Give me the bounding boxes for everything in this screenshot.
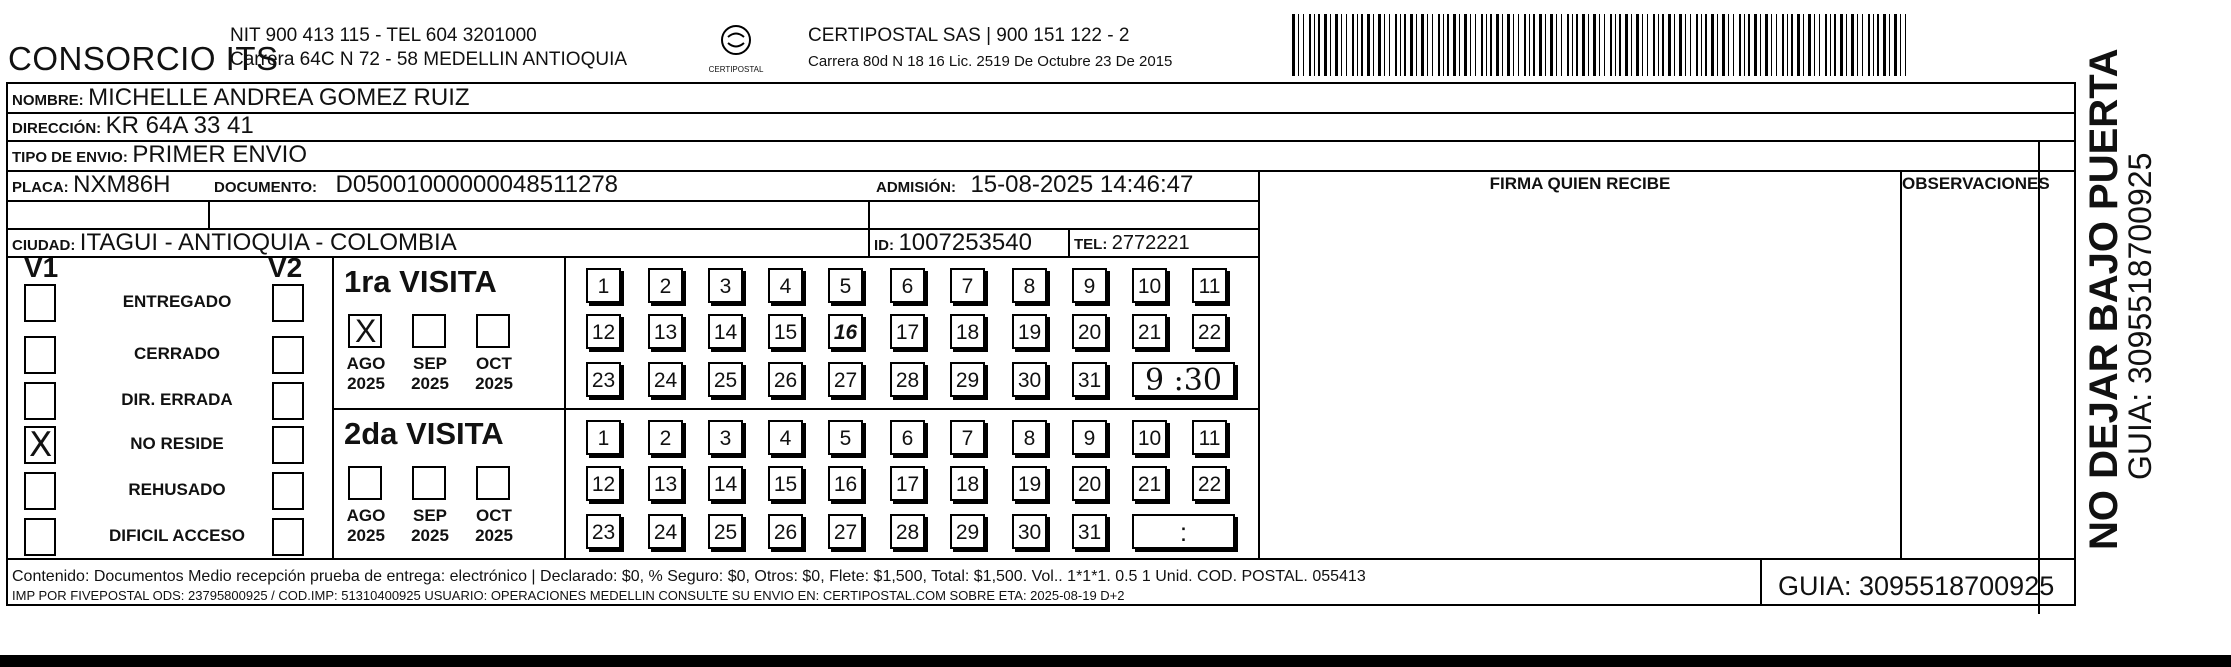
logo-caption: CERTIPOSTAL bbox=[708, 65, 764, 74]
month-label bbox=[402, 506, 458, 546]
barcode-bar bbox=[1701, 14, 1702, 76]
barcode-bar bbox=[1373, 14, 1374, 76]
month-name: OCT bbox=[476, 506, 512, 525]
barcode-bar bbox=[1599, 14, 1600, 76]
barcode-bar bbox=[1696, 14, 1698, 76]
barcode-bar bbox=[1668, 14, 1671, 76]
day-box[interactable]: 24 bbox=[648, 514, 683, 549]
barcode-bar bbox=[1404, 14, 1406, 76]
barcode-bar bbox=[1765, 14, 1768, 76]
barcode-bar bbox=[1889, 14, 1890, 76]
id-value: 1007253540 bbox=[898, 229, 1032, 256]
barcode-bar bbox=[1524, 14, 1526, 76]
documento-label: DOCUMENTO: bbox=[214, 179, 318, 196]
day-box[interactable]: 3 bbox=[708, 268, 743, 303]
day-box[interactable]: 1 bbox=[586, 420, 621, 455]
day-box[interactable]: 30 bbox=[1012, 362, 1047, 397]
month-name: OCT bbox=[476, 354, 512, 373]
barcode-bar bbox=[1496, 14, 1499, 76]
status-label: CERRADO bbox=[134, 344, 220, 363]
day-box[interactable]: 25 bbox=[708, 362, 743, 397]
barcode-bar bbox=[1808, 14, 1811, 76]
admision-row bbox=[876, 170, 1193, 203]
day-box[interactable]: 18 bbox=[950, 314, 985, 349]
carrier-address: Carrera 80d N 18 16 Lic. 2519 De Octubre 23 De 2015 bbox=[808, 53, 1173, 70]
barcode-bar bbox=[1410, 14, 1413, 76]
barcode-bar bbox=[1776, 14, 1777, 76]
month-year: 2025 bbox=[411, 374, 449, 393]
barcode-bar bbox=[1361, 14, 1363, 76]
barcode-bar bbox=[1791, 14, 1793, 76]
barcode-bar bbox=[1905, 14, 1906, 76]
barcode-bar bbox=[1748, 14, 1750, 76]
day-box[interactable]: 26 bbox=[768, 514, 803, 549]
barcode-bar bbox=[1705, 14, 1707, 76]
month-name: AGO bbox=[346, 506, 386, 525]
v2-checkbox[interactable] bbox=[272, 518, 304, 556]
day-box[interactable]: 28 bbox=[890, 362, 925, 397]
barcode-bar bbox=[1610, 14, 1612, 76]
day-box[interactable]: 12 bbox=[586, 314, 621, 349]
barcode-bar bbox=[1561, 14, 1562, 76]
barcode-bar bbox=[1576, 14, 1578, 76]
barcode-bar bbox=[1298, 14, 1299, 76]
day-box[interactable]: 13 bbox=[648, 314, 683, 349]
status-label: DIFICIL ACCESO bbox=[108, 526, 245, 545]
barcode-bar bbox=[1389, 14, 1390, 76]
certipostal-logo bbox=[706, 22, 766, 74]
day-box[interactable]: 30 bbox=[1012, 514, 1047, 549]
barcode-bar bbox=[1341, 14, 1342, 76]
day-box[interactable]: 22 bbox=[1192, 314, 1227, 349]
barcode-bar bbox=[1754, 14, 1757, 76]
day-box[interactable]: 21 bbox=[1132, 314, 1167, 349]
barcode-bar bbox=[1470, 14, 1471, 76]
barcode-bar bbox=[1690, 14, 1691, 76]
barcode-bar bbox=[1378, 14, 1381, 76]
day-box[interactable]: 16 bbox=[828, 466, 863, 501]
id-row bbox=[874, 228, 1032, 261]
day-box[interactable]: 4 bbox=[768, 420, 803, 455]
day-box[interactable]: 6 bbox=[890, 420, 925, 455]
barcode bbox=[1288, 14, 1918, 76]
v2-checkbox[interactable] bbox=[272, 472, 304, 510]
id-label: ID: bbox=[874, 237, 894, 254]
barcode-bar bbox=[1384, 14, 1385, 76]
day-box[interactable]: 5 bbox=[828, 268, 863, 303]
day-box[interactable]: 8 bbox=[1012, 268, 1047, 303]
v1-checkbox[interactable] bbox=[24, 426, 56, 464]
barcode-bar bbox=[1427, 14, 1428, 76]
barcode-bar bbox=[1797, 14, 1800, 76]
v2-header: V2 bbox=[268, 252, 303, 283]
barcode-bar bbox=[1438, 14, 1440, 76]
v1-checkbox[interactable] bbox=[24, 518, 56, 556]
month-name: SEP bbox=[412, 354, 448, 373]
brand-name: CONSORCIO ITS bbox=[8, 40, 279, 77]
barcode-bar bbox=[1582, 14, 1585, 76]
barcode-bar bbox=[1475, 14, 1476, 76]
v1-checkbox[interactable] bbox=[24, 336, 56, 374]
barcode-bar bbox=[1447, 14, 1449, 76]
barcode-bar bbox=[1647, 14, 1648, 76]
day-box[interactable]: 1 bbox=[586, 268, 621, 303]
day-box[interactable]: 28 bbox=[890, 514, 925, 549]
barcode-bar bbox=[1556, 14, 1557, 76]
barcode-bar bbox=[1679, 14, 1682, 76]
day-box[interactable]: 2 bbox=[648, 268, 683, 303]
status-label: ENTREGADO bbox=[122, 292, 232, 311]
day-box[interactable]: 14 bbox=[708, 466, 743, 501]
month-checkbox[interactable] bbox=[348, 314, 382, 348]
barcode-bar bbox=[1877, 14, 1879, 76]
barcode-bar bbox=[1728, 14, 1729, 76]
day-box[interactable]: 20 bbox=[1072, 466, 1107, 501]
barcode-bar bbox=[1733, 14, 1734, 76]
v1-checkbox[interactable] bbox=[24, 382, 56, 420]
day-box[interactable]: 31 bbox=[1072, 514, 1107, 549]
footer-print-line: IMP POR FIVEPOSTAL ODS: 23795800925 / COD.IMP: 51310400925 USUARIO: OPERACIONES MEDELLIN CONSULTE SU ENVIO EN: CERTIPOSTAL.COM SOBRE ETA: 2025-08-19 D+2 bbox=[12, 588, 1125, 603]
day-box[interactable]: 17 bbox=[890, 314, 925, 349]
barcode-bar bbox=[1588, 14, 1589, 76]
barcode-bar bbox=[1819, 14, 1820, 76]
day-box[interactable]: 29 bbox=[950, 362, 985, 397]
address-line: Carrera 64C N 72 - 58 MEDELLIN ANTIOQUIA bbox=[230, 49, 628, 70]
barcode-bar bbox=[1900, 14, 1901, 76]
day-box[interactable]: 12 bbox=[586, 466, 621, 501]
barcode-bar bbox=[1619, 14, 1621, 76]
barcode-bar bbox=[1631, 14, 1632, 76]
month-checkbox[interactable] bbox=[412, 314, 446, 348]
day-box[interactable]: 15 bbox=[768, 314, 803, 349]
day-box[interactable]: 14 bbox=[708, 314, 743, 349]
barcode-bar bbox=[1593, 14, 1596, 76]
direccion-label: DIRECCIÓN: bbox=[12, 120, 102, 137]
day-box[interactable]: 5 bbox=[828, 420, 863, 455]
tel-value: 2772221 bbox=[1111, 232, 1190, 254]
day-box[interactable]: 25 bbox=[708, 514, 743, 549]
barcode-bar bbox=[1513, 14, 1514, 76]
barcode-bar bbox=[1834, 14, 1836, 76]
guia-number: GUIA: 3095518700925 bbox=[1778, 571, 2055, 601]
day-box[interactable]: 10 bbox=[1132, 268, 1167, 303]
month-checkbox[interactable] bbox=[476, 466, 510, 500]
documento-row bbox=[214, 170, 618, 203]
tel-row bbox=[1074, 228, 1190, 260]
barcode-bar bbox=[1443, 14, 1444, 76]
firma-header: FIRMA QUIEN RECIBE bbox=[1489, 174, 1671, 193]
barcode-bar bbox=[1486, 14, 1487, 76]
barcode-bar bbox=[1830, 14, 1831, 76]
barcode-bar bbox=[1717, 14, 1718, 76]
nit-line: NIT 900 413 115 - TEL 604 3201000 bbox=[230, 25, 537, 46]
day-box[interactable]: 23 bbox=[586, 514, 621, 549]
barcode-bar bbox=[1787, 14, 1788, 76]
barcode-bar bbox=[1529, 14, 1530, 76]
barcode-bar bbox=[1352, 14, 1354, 76]
barcode-bar bbox=[1771, 14, 1772, 76]
barcode-bar bbox=[1367, 14, 1370, 76]
ciudad-row bbox=[12, 228, 457, 261]
barcode-bar bbox=[1846, 14, 1847, 76]
barcode-bar bbox=[1453, 14, 1456, 76]
barcode-bar bbox=[1711, 14, 1714, 76]
barcode-bar bbox=[1335, 14, 1338, 76]
day-box[interactable]: 19 bbox=[1012, 466, 1047, 501]
barcode-bar bbox=[1550, 14, 1553, 76]
day-box[interactable]: 19 bbox=[1012, 314, 1047, 349]
barcode-bar bbox=[1432, 14, 1433, 76]
barcode-bar bbox=[1803, 14, 1804, 76]
status-label: DIR. ERRADA bbox=[121, 390, 233, 409]
direccion-value: KR 64A 33 41 bbox=[105, 112, 254, 139]
day-box[interactable]: 26 bbox=[768, 362, 803, 397]
day-box[interactable]: 4 bbox=[768, 268, 803, 303]
v1-checkbox[interactable] bbox=[24, 472, 56, 510]
barcode-bar bbox=[1518, 14, 1519, 76]
barcode-bar bbox=[1346, 14, 1347, 76]
day-box[interactable]: 11 bbox=[1192, 268, 1227, 303]
visit-time-box[interactable]: 9 :30 bbox=[1132, 362, 1235, 397]
month-checkbox[interactable] bbox=[412, 466, 446, 500]
placa-row bbox=[12, 170, 170, 203]
day-box[interactable]: 27 bbox=[828, 362, 863, 397]
ciudad-value: ITAGUI - ANTIOQUIA - COLOMBIA bbox=[79, 229, 457, 256]
day-box[interactable]: 31 bbox=[1072, 362, 1107, 397]
day-box[interactable]: 22 bbox=[1192, 466, 1227, 501]
barcode-bar bbox=[1357, 14, 1358, 76]
v1-header: V1 bbox=[24, 252, 59, 283]
barcode-bar bbox=[1883, 14, 1886, 76]
visit-time-box[interactable]: : bbox=[1132, 514, 1235, 549]
barcode-bar bbox=[1292, 14, 1295, 76]
barcode-bar bbox=[1760, 14, 1761, 76]
day-box[interactable]: 29 bbox=[950, 514, 985, 549]
nombre-label: NOMBRE: bbox=[12, 92, 84, 109]
barcode-bar bbox=[1330, 14, 1331, 76]
barcode-bar bbox=[1744, 14, 1745, 76]
visit-title: 2da VISITA bbox=[344, 416, 504, 451]
barcode-bar bbox=[1685, 14, 1686, 76]
barcode-bar bbox=[1825, 14, 1827, 76]
barcode-bar bbox=[1851, 14, 1854, 76]
tel-label: TEL: bbox=[1074, 236, 1108, 253]
day-box[interactable]: 24 bbox=[648, 362, 683, 397]
barcode-bar bbox=[1653, 14, 1655, 76]
barcode-bar bbox=[1545, 14, 1546, 76]
barcode-bar bbox=[1739, 14, 1741, 76]
barcode-bar bbox=[1400, 14, 1401, 76]
observaciones-header: OBSERVACIONES bbox=[1902, 174, 2050, 193]
day-box[interactable]: 15 bbox=[768, 466, 803, 501]
barcode-bar bbox=[1572, 14, 1573, 76]
nombre-value: MICHELLE ANDREA GOMEZ RUIZ bbox=[88, 84, 470, 111]
carrier-line: CERTIPOSTAL SAS | 900 151 122 - 2 bbox=[808, 25, 1130, 46]
side-guia: GUIA: 3095518700925 bbox=[2122, 152, 2158, 480]
v2-checkbox[interactable] bbox=[272, 382, 304, 420]
tipo-label: TIPO DE ENVIO: bbox=[12, 149, 128, 166]
admision-label: ADMISIÓN: bbox=[876, 179, 956, 196]
month-name: AGO bbox=[346, 354, 386, 373]
month-year: 2025 bbox=[347, 526, 385, 545]
barcode-bar bbox=[1604, 14, 1605, 76]
barcode-bar bbox=[1873, 14, 1874, 76]
bottom-bar bbox=[0, 655, 2231, 667]
month-year: 2025 bbox=[347, 374, 385, 393]
v2-checkbox[interactable] bbox=[272, 426, 304, 464]
barcode-bar bbox=[1615, 14, 1616, 76]
day-box[interactable]: 2 bbox=[648, 420, 683, 455]
v2-checkbox[interactable] bbox=[272, 284, 304, 322]
barcode-bar bbox=[1303, 14, 1304, 76]
placa-label: PLACA: bbox=[12, 179, 69, 196]
side-warning: NO DEJAR BAJO PUERTA bbox=[2082, 48, 2126, 550]
barcode-bar bbox=[1857, 14, 1858, 76]
barcode-bar bbox=[1539, 14, 1542, 76]
barcode-bar bbox=[1502, 14, 1503, 76]
day-box[interactable]: 9 bbox=[1072, 268, 1107, 303]
barcode-bar bbox=[1459, 14, 1460, 76]
day-box[interactable]: 3 bbox=[708, 420, 743, 455]
v2-checkbox[interactable] bbox=[272, 336, 304, 374]
barcode-bar bbox=[1625, 14, 1628, 76]
documento-value: D05001000000048511278 bbox=[335, 171, 619, 198]
day-box[interactable]: 8 bbox=[1012, 420, 1047, 455]
barcode-bar bbox=[1662, 14, 1664, 76]
barcode-bar bbox=[1318, 14, 1320, 76]
month-checkbox[interactable] bbox=[348, 466, 382, 500]
day-box[interactable]: 17 bbox=[890, 466, 925, 501]
barcode-bar bbox=[1464, 14, 1467, 76]
day-box[interactable]: 21 bbox=[1132, 466, 1167, 501]
status-label: REHUSADO bbox=[128, 480, 226, 499]
month-name: SEP bbox=[412, 506, 448, 525]
barcode-bar bbox=[1507, 14, 1510, 76]
day-box[interactable]: 13 bbox=[648, 466, 683, 501]
status-label: NO RESIDE bbox=[130, 434, 224, 453]
month-label bbox=[466, 354, 522, 394]
barcode-bar bbox=[1862, 14, 1863, 76]
barcode-bar bbox=[1567, 14, 1569, 76]
form-frame bbox=[6, 82, 2076, 606]
barcode-bar bbox=[1642, 14, 1643, 76]
barcode-bar bbox=[1490, 14, 1492, 76]
month-checkbox[interactable] bbox=[476, 314, 510, 348]
barcode-bar bbox=[1421, 14, 1424, 76]
footer-content-line: Contenido: Documentos Medio recepción prueba de entrega: electrónico | Declarado: $0, % Seguro: $0, Otros: $0, Flete: $1,500, Total: $1,500. Vol.. 1*1*1. 0.5 1 Unid. COD. POSTAL. 055413 bbox=[12, 568, 1366, 585]
month-label bbox=[338, 506, 394, 546]
day-box[interactable]: 16 bbox=[828, 314, 863, 349]
day-box[interactable]: 7 bbox=[950, 268, 985, 303]
placa-value: NXM86H bbox=[73, 171, 171, 198]
barcode-bar bbox=[1395, 14, 1397, 76]
day-box[interactable]: 23 bbox=[586, 362, 621, 397]
day-box[interactable]: 10 bbox=[1132, 420, 1167, 455]
barcode-bar bbox=[1533, 14, 1535, 76]
day-box[interactable]: 6 bbox=[890, 268, 925, 303]
month-year: 2025 bbox=[475, 526, 513, 545]
day-box[interactable]: 9 bbox=[1072, 420, 1107, 455]
month-year: 2025 bbox=[475, 374, 513, 393]
barcode-bar bbox=[1868, 14, 1870, 76]
barcode-bar bbox=[1416, 14, 1417, 76]
day-box[interactable]: 11 bbox=[1192, 420, 1227, 455]
barcode-bar bbox=[1481, 14, 1483, 76]
day-box[interactable]: 27 bbox=[828, 514, 863, 549]
ciudad-label: CIUDAD: bbox=[12, 237, 76, 254]
barcode-bar bbox=[1324, 14, 1327, 76]
barcode-bar bbox=[1840, 14, 1843, 76]
month-year: 2025 bbox=[411, 526, 449, 545]
barcode-bar bbox=[1814, 14, 1815, 76]
v1-checkbox[interactable] bbox=[24, 284, 56, 322]
barcode-bar bbox=[1636, 14, 1639, 76]
barcode-bar bbox=[1894, 14, 1897, 76]
tipo-row bbox=[12, 140, 307, 173]
day-box[interactable]: 7 bbox=[950, 420, 985, 455]
tipo-value: PRIMER ENVIO bbox=[132, 141, 308, 168]
barcode-bar bbox=[1309, 14, 1311, 76]
month-label bbox=[338, 354, 394, 394]
day-box[interactable]: 18 bbox=[950, 466, 985, 501]
barcode-bar bbox=[1314, 14, 1315, 76]
barcode-bar bbox=[1674, 14, 1675, 76]
barcode-bar bbox=[1658, 14, 1659, 76]
day-box[interactable]: 20 bbox=[1072, 314, 1107, 349]
barcode-bar bbox=[1722, 14, 1725, 76]
month-label bbox=[466, 506, 522, 546]
admision-value: 15-08-2025 14:46:47 bbox=[970, 171, 1194, 198]
month-label bbox=[402, 354, 458, 394]
visit-title: 1ra VISITA bbox=[344, 264, 497, 299]
barcode-bar bbox=[1782, 14, 1784, 76]
